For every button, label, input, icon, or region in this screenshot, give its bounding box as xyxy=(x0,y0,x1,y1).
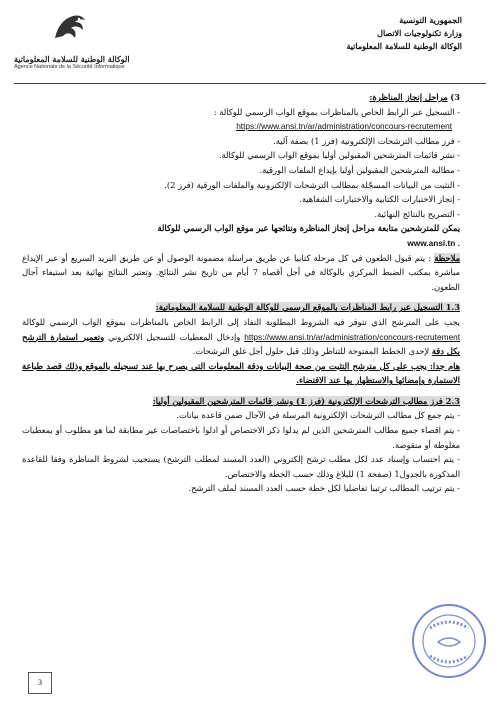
document-body xyxy=(22,90,460,496)
list-item: - يتم احتساب وإسناد عدد لكل مطلب ترشح إلكتروني (العدد المسند لمطلب الترشح) يستجيب لشروط المناظرة وفقا للقاعدة المذكورة بالجدول1 (صفحة 1) للبلاغ وذلك حسب الخطة والاختصاص. xyxy=(22,454,460,479)
list-item: - إنجاز الاختبارات الكتابية والاختبارات الشفاهية. xyxy=(299,194,460,205)
paragraph-text: وإدخال المعطيات للتسجيل الالكتروني xyxy=(107,331,241,342)
ansi-website-link[interactable]: www.ansi.tn . xyxy=(407,237,460,248)
section-3-1-paragraph xyxy=(22,315,460,359)
header-divider xyxy=(14,83,486,84)
list-item: - التسجيل عبر الرابط الخاص بالمناظرات بموقع الواب الرسمي للوكالة : xyxy=(213,106,460,117)
follow-note-text: يمكن للمترشحين متابعة مراحل إنجاز المناظرة ونتائجها عبر موقع الواب الرسمي للوكالة xyxy=(157,223,460,234)
follow-url-line xyxy=(22,236,460,251)
list-item: - مطالبة المترشحين المقبولين أوليا بإيداع الملفات الورقية. xyxy=(259,164,460,175)
eagle-logo-icon xyxy=(49,8,89,48)
list-item: - التثبت من البيانات المسجّلة بمطالب الترشحات الإلكترونية والملفات الورقية (فرز 2). xyxy=(164,179,460,190)
registration-link[interactable]: https://www.ansi.tn/ar/administration/concours-recrutement xyxy=(236,121,452,132)
agency-name-french: Agence Nationale de la Sécurité Informatique xyxy=(14,64,125,70)
paragraph-emphasis: وتعمير استمارة الترشح بكل دقة xyxy=(22,331,460,357)
list-item: - يتم ترتيب المطالب ترتيبا تفاضليا لكل خطة حسب العدد المسند لملف الترشح. xyxy=(188,483,460,494)
remark-label: ملاحظة xyxy=(434,252,461,263)
important-notice: هام جدا: يجب على كل مترشح التثبت من صحة البيانات ودقة المعلومات التي يصرح بها عند تسجيله بالموقع وذلك قصد طباعة الاستمارة وإمضائها والاستظهار بها عند الاقتضاء. xyxy=(22,360,460,386)
list-item: - يتم اقصاء جميع مطالب المترشحين الذين لم يدلوا ذكر الاختصاص أو ادلوا باختصاصات غير مطابقة لما هو مطلوب أو بمعطيات مغلوطة أو منقوصة. xyxy=(22,425,460,450)
agency-name-arabic: الوكالة الوطنية للسلامة المعلوماتية xyxy=(14,54,130,64)
section-3-2-title: 2.3 فرز مطالب الترشحات الإلكترونية (فرز 1) ونشر قائمات المترشحين المقبولين أوليا: xyxy=(152,395,460,406)
list-item: - يتم جمع كل مطالب الترشحات الإلكترونية المرسلة في الآجال ضمن قاعدة بيانات. xyxy=(176,410,460,421)
section-title: مراحل إنجاز المناظرة: xyxy=(369,92,448,102)
remark-text: : يتم قبول الطعون في كل مرحلة كتابيا عن طريق مراسلة مضمونة الوصول أو عن طريق البريد السريع أو عبر الإيداع مباشرة بمكتب الضبط المركزي بالوكالة في أجل أقصاه 7 أيام من تاريخ نشر النتائج. وتعتبر النتائج نهائية بعد استيفاء آجال الطعون. xyxy=(22,252,460,292)
list-item: - فرز مطالب الترشحات الإلكترونية (فرز 1) بصفة آلية. xyxy=(273,135,460,146)
remark-paragraph xyxy=(22,251,460,295)
section-number: 3) xyxy=(450,92,460,102)
paragraph-text: يجب على المترشح الذي تتوفر فيه الشروط المطلوبة النفاذ إلى الرابط الخاص بالمناظرات بموقع الواب الرسمي للوكالة xyxy=(22,316,460,327)
follow-note xyxy=(22,221,460,236)
page-number: 3 xyxy=(28,672,52,694)
section-3-1-title: 1.3 التسجيل عبر رابط المناظرات بالموقع الرسمي للوكالة الوطنية للسلامة المعلوماتية: xyxy=(155,302,460,313)
official-stamp-icon xyxy=(408,600,490,682)
section-3-heading xyxy=(22,90,460,105)
list-item: - نشر قائمات المترشحين المقبولين أوليا بموقع الواب الرسمي للوكالة. xyxy=(218,150,460,161)
agency-line: الوكالة الوطنية للسلامة المعلوماتية xyxy=(346,41,462,51)
header-institution xyxy=(346,14,462,53)
registration-url-line xyxy=(22,119,460,134)
republic-line: الجمهورية التونسية xyxy=(399,15,462,25)
registration-link-2[interactable]: https://www.ansi.tn/ar/administration/concours-recrutement xyxy=(244,331,461,342)
ministry-line: وزارة تكنولوجيات الاتصال xyxy=(377,28,462,38)
agency-logo-block xyxy=(14,8,130,70)
paragraph-text: لإحدى الخطط المفتوحة للتناظر وذلك قبل حلول أجل غلق الترشحات. xyxy=(192,346,430,357)
section-3-2-heading xyxy=(22,394,460,409)
section-3-1-heading xyxy=(22,300,460,315)
list-item: - التصريح بالنتائج النهائية. xyxy=(374,208,460,219)
